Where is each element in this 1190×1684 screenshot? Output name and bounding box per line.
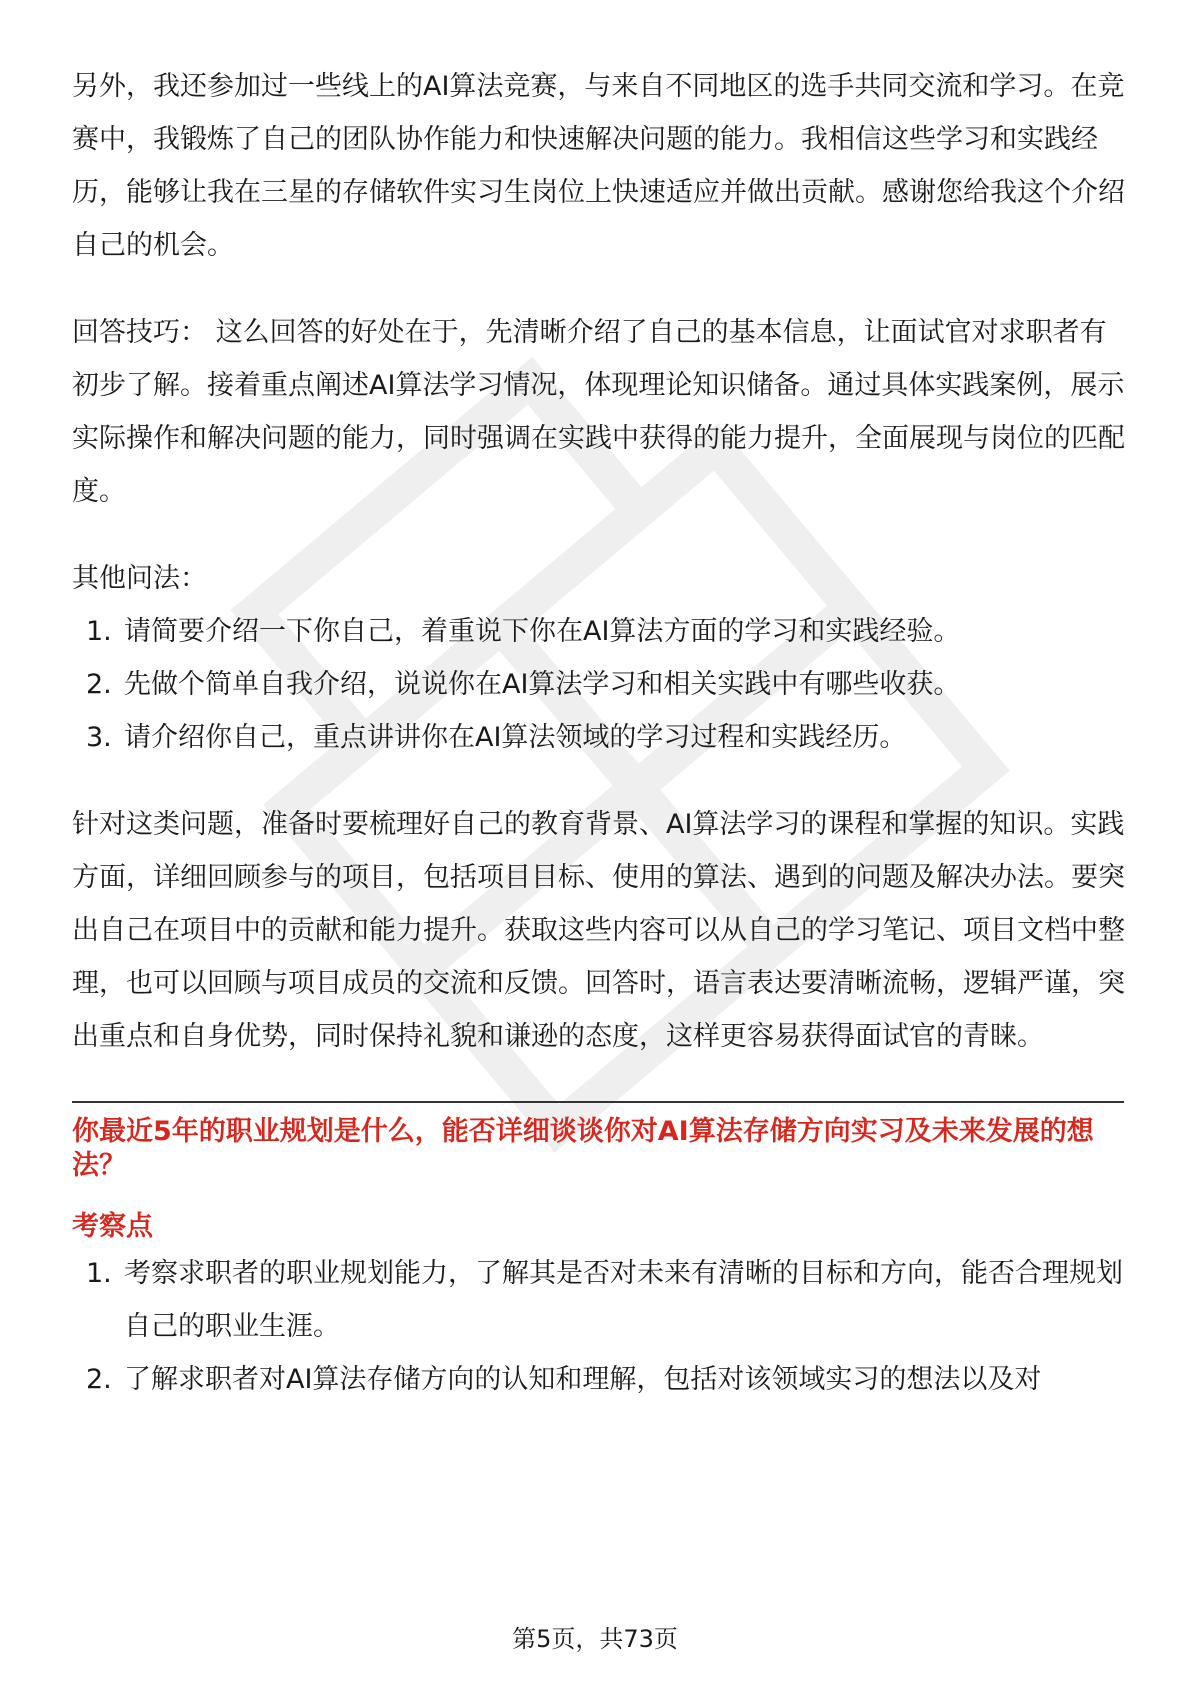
list-item: [72, 1247, 1132, 1353]
list-text: 考察求职者的职业规划能力，了解其是否对未来有清晰的目标和方向，能否合理规划自己的职业生涯。: [124, 1258, 1123, 1342]
list-item: [72, 658, 1132, 711]
list-text: 先做个简单自我介绍，说说你在AI算法学习和相关实践中有哪些收获。: [124, 669, 961, 700]
exam-points-list: [72, 1247, 1132, 1406]
page-content: [72, 60, 1132, 1406]
paragraph-answer-tips: 回答技巧： 这么回答的好处在于，先清晰介绍了自己的基本信息，让面试官对求职者有初步了解。接着重点阐述AI算法学习情况，体现理论知识储备。通过具体实践案例，展示实际操作和解决问题的能力，同时强调在实践中获得的能力提升，全面展现与岗位的匹配度。: [72, 317, 1125, 507]
list-number: 2.: [86, 1364, 112, 1395]
list-item: [72, 711, 1132, 764]
list-item: [72, 1353, 1132, 1406]
list-text: 请介绍你自己，重点讲讲你在AI算法领域的学习过程和实践经历。: [124, 722, 907, 753]
list-text: 了解求职者对AI算法存储方向的认知和理解，包括对该领域实习的想法以及对: [124, 1364, 1042, 1395]
list-item: [72, 605, 1132, 658]
next-question-heading: 你最近5年的职业规划是什么，能否详细谈谈你对AI算法存储方向实习及未来发展的想法？: [72, 1116, 1094, 1181]
list-number: 3.: [86, 722, 112, 753]
other-questions-label: 其他问法：: [72, 563, 207, 594]
paragraph-intro-ending: 另外，我还参加过一些线上的AI算法竞赛，与来自不同地区的选手共同交流和学习。在竞赛中，我锻炼了自己的团队协作能力和快速解决问题的能力。我相信这些学习和实践经历，能够让我在三星的存储软件实习生岗位上快速适应并做出贡献。感谢您给我这个介绍自己的机会。: [72, 71, 1125, 261]
list-number: 2.: [86, 669, 112, 700]
list-text: 请简要介绍一下你自己，着重说下你在AI算法方面的学习和实践经验。: [124, 616, 961, 647]
page-footer: 第5页，共73页: [512, 1625, 678, 1653]
list-number: 1.: [86, 1258, 112, 1289]
list-number: 1.: [86, 616, 112, 647]
exam-points-heading: 考察点: [72, 1211, 153, 1242]
other-questions-list: [72, 605, 1132, 764]
paragraph-advice: 针对这类问题，准备时要梳理好自己的教育背景、AI算法学习的课程和掌握的知识。实践方面，详细回顾参与的项目，包括项目目标、使用的算法、遇到的问题及解决办法。要突出自己在项目中的贡献和能力提升。获取这些内容可以从自己的学习笔记、项目文档中整理，也可以回顾与项目成员的交流和反馈。回答时，语言表达要清晰流畅，逻辑严谨，突出重点和自身优势，同时保持礼貌和谦逊的态度，这样更容易获得面试官的青睐。: [72, 809, 1125, 1052]
section-divider: [72, 1101, 1124, 1103]
